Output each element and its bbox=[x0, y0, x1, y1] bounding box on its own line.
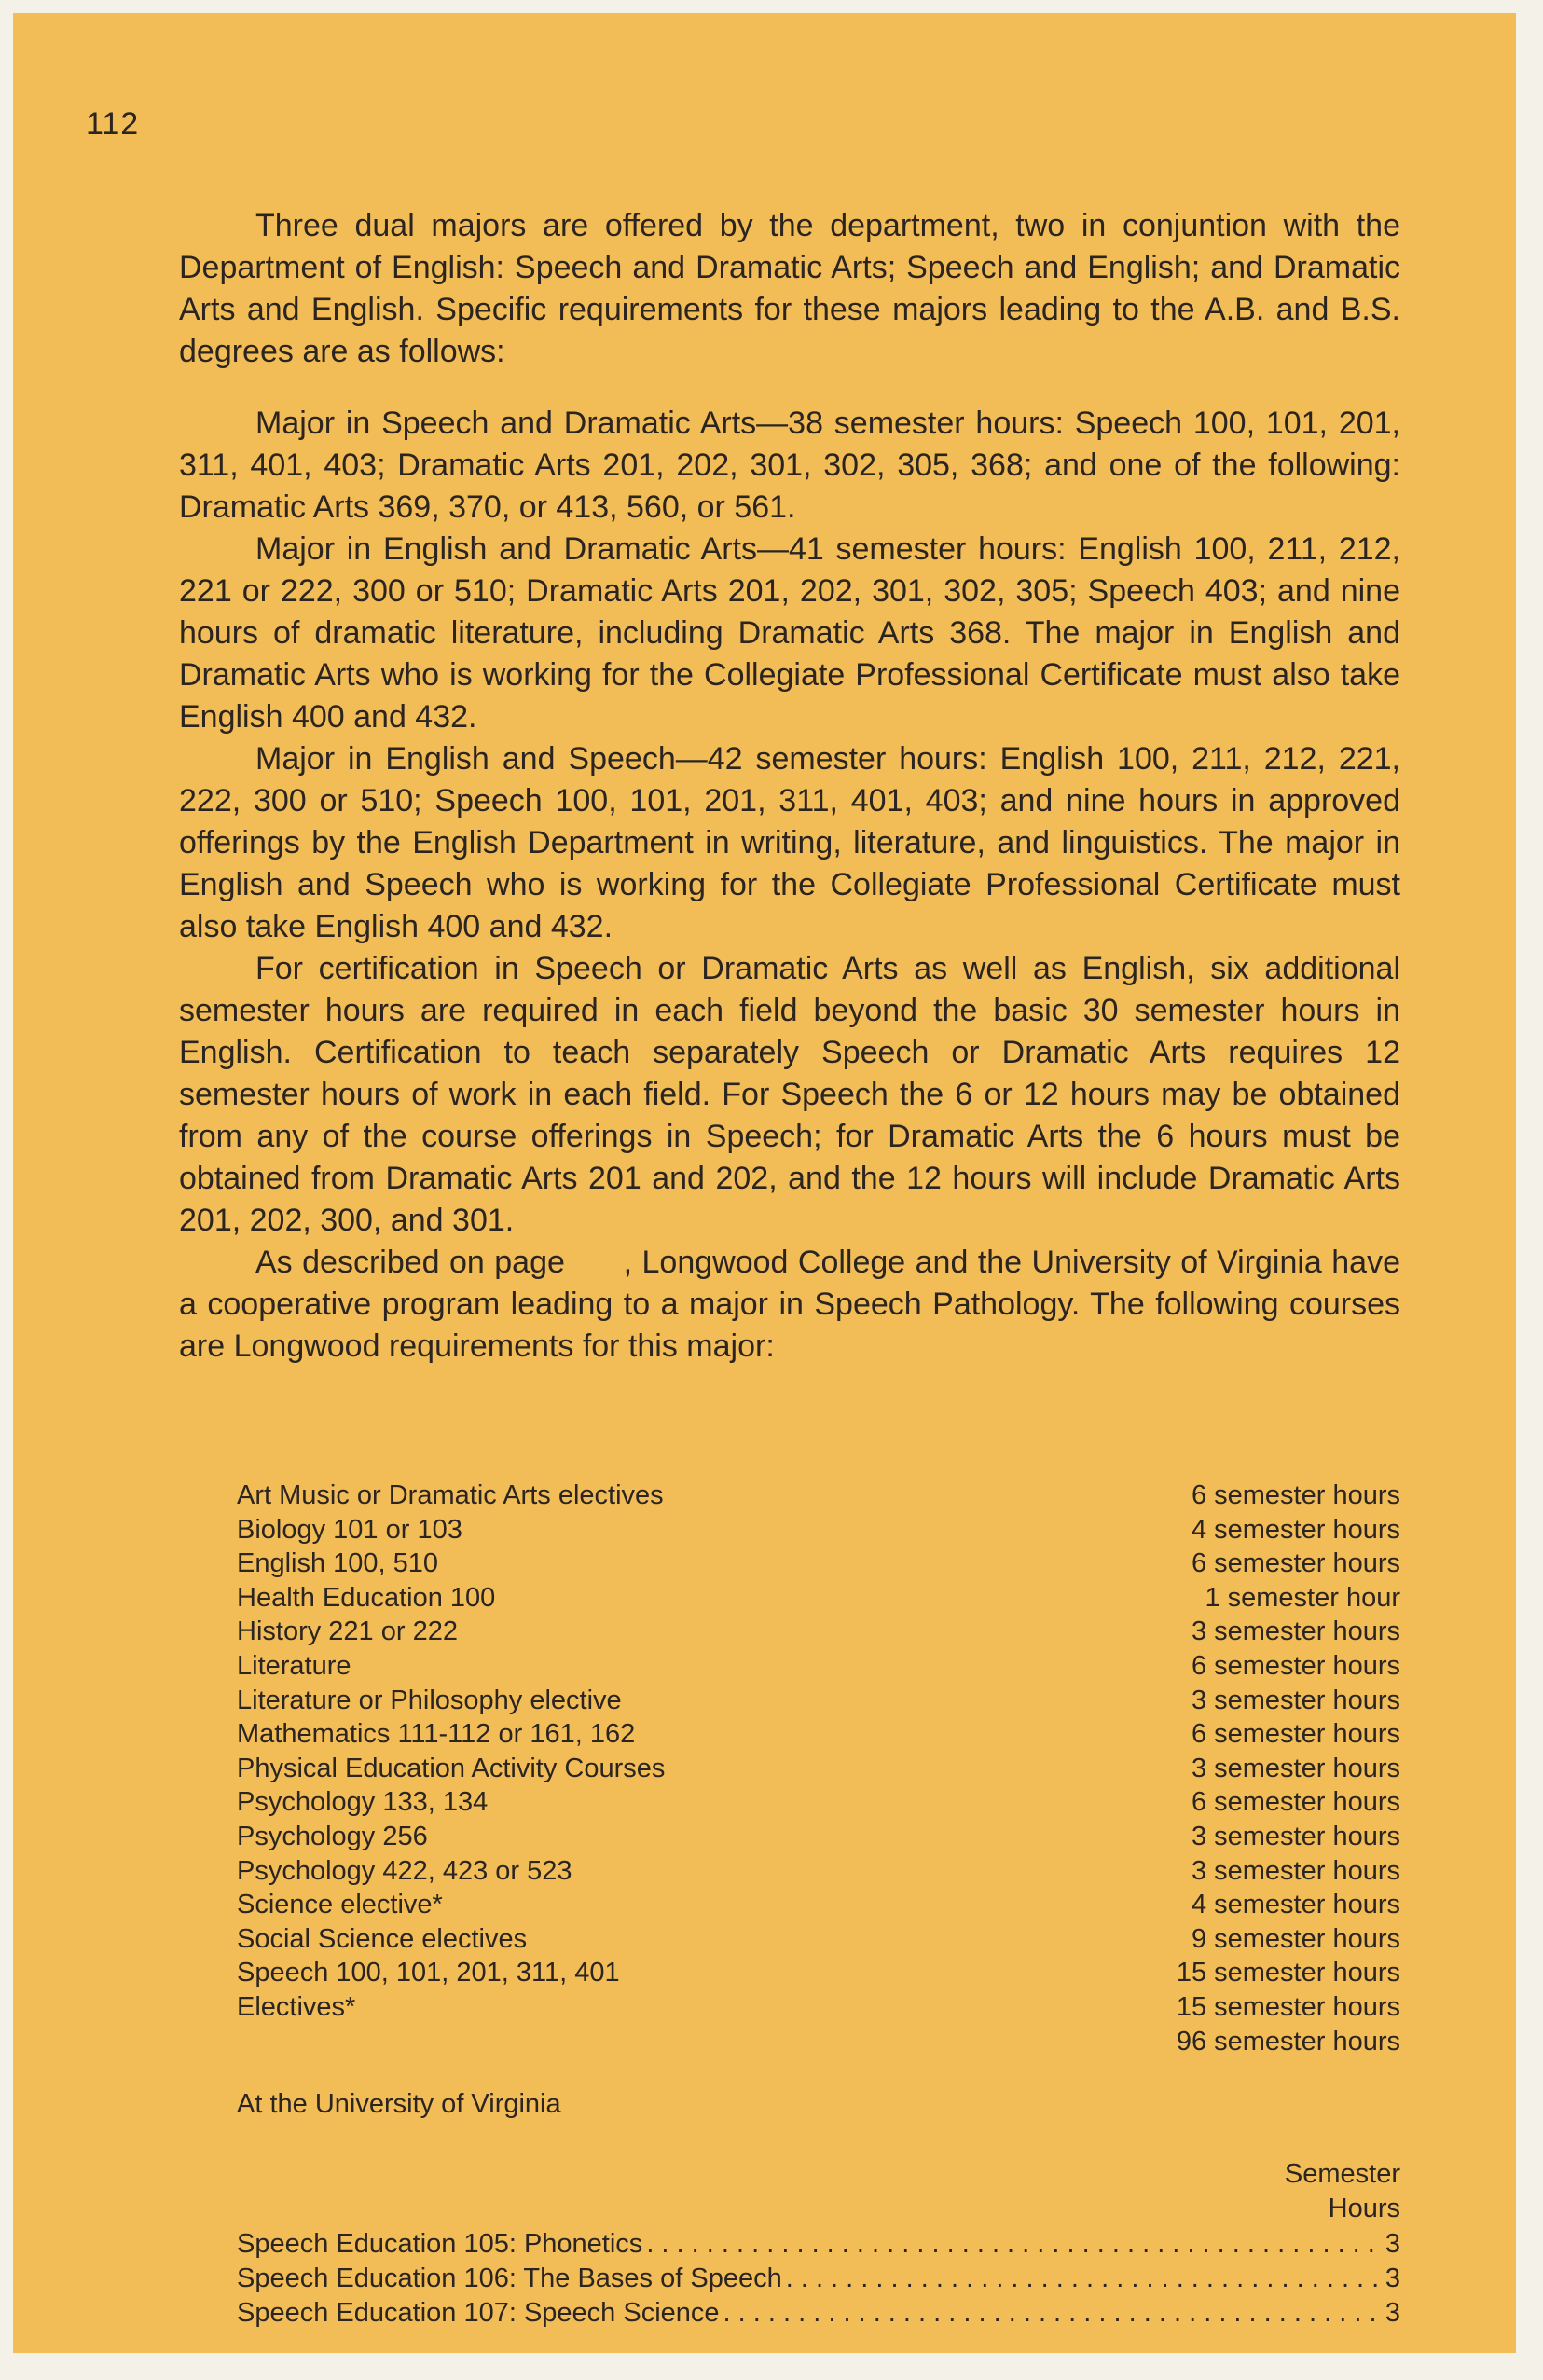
dot-leader bbox=[646, 2227, 1382, 2262]
table-row bbox=[237, 1547, 1400, 1581]
header-line-semester: Semester bbox=[1284, 2159, 1400, 2189]
course-name: Psychology 256 bbox=[237, 1821, 428, 1851]
list-item bbox=[237, 2262, 1400, 2296]
page-number: 112 bbox=[86, 106, 140, 142]
course-name: Biology 101 or 103 bbox=[237, 1514, 462, 1545]
course-name: Literature or Philosophy elective bbox=[237, 1685, 622, 1715]
course-hours: 15 semester hours bbox=[1176, 1991, 1400, 2022]
course-hours: 3 bbox=[1385, 2263, 1400, 2293]
course-name: Social Science electives bbox=[237, 1923, 528, 1954]
course-name: Art Music or Dramatic Arts electives bbox=[237, 1480, 664, 1510]
dot-leader bbox=[723, 2296, 1382, 2331]
course-name: Electives* bbox=[237, 1991, 356, 2022]
list-item bbox=[237, 2296, 1400, 2331]
table-row bbox=[237, 1752, 1400, 1786]
course-hours: 6 semester hours bbox=[1191, 1480, 1400, 1510]
table-row bbox=[237, 1479, 1400, 1513]
table-row bbox=[237, 1820, 1400, 1854]
course-hours: 9 semester hours bbox=[1191, 1923, 1400, 1954]
course-name: English 100, 510 bbox=[237, 1548, 439, 1579]
course-hours: 6 semester hours bbox=[1191, 1650, 1400, 1681]
table-row bbox=[237, 1581, 1400, 1616]
speech-dramatic-arts-paragraph: Major in Speech and Dramatic Arts—38 semester hours: Speech 100, 101, 201, 311, 401, 403; Dramatic Arts 201, 202, 301, 302, 305, 368; and one of the following: Dramatic Arts 369, 370, or 413, 560, or 561. bbox=[179, 406, 1400, 525]
course-hours: 15 semester hours bbox=[1176, 1958, 1400, 1988]
table-row bbox=[237, 1956, 1400, 1990]
course-hours: 1 semester hour bbox=[1205, 1582, 1400, 1613]
english-dramatic-arts-paragraph: Major in English and Dramatic Arts—41 semester hours: English 100, 211, 212, 221 or 222, 300 or 510; Dramatic Arts 201, 202, 301, 302, 305; Speech 403; and nine hours of dramatic literature, including Dramatic Arts 368. The major in English and Dramatic Arts who is working for the Collegiate Professional Certificate must also take English 400 and 432. bbox=[179, 531, 1400, 735]
course-hours: 3 semester hours bbox=[1191, 1753, 1400, 1783]
course-name: Psychology 133, 134 bbox=[237, 1787, 489, 1818]
english-speech-paragraph: Major in English and Speech—42 semester hours: English 100, 211, 212, 221, 222, 300 or 510; Speech 100, 101, 201, 311, 401, 403; and nine hours in approved offerings by the English Department in writing, literature, and linguistics. The major in English and Speech who is working for the Collegiate Professional Certificate must also take English 400 and 432. bbox=[179, 741, 1400, 944]
course-name: Physical Education Activity Courses bbox=[237, 1753, 666, 1783]
body-text bbox=[179, 205, 1410, 1368]
course-hours: 4 semester hours bbox=[1191, 1514, 1400, 1545]
course-name: Speech Education 106: The Bases of Speech bbox=[237, 2263, 782, 2293]
table-row bbox=[237, 1513, 1400, 1548]
table-row bbox=[237, 1922, 1400, 1957]
total-hours: 96 semester hours bbox=[1176, 2026, 1400, 2057]
course-hours: 3 semester hours bbox=[1191, 1821, 1400, 1851]
course-hours: 3 semester hours bbox=[1191, 1616, 1400, 1647]
course-name: Mathematics 111-112 or 161, 162 bbox=[237, 1719, 636, 1750]
table-row bbox=[237, 1785, 1400, 1820]
table-row bbox=[237, 1888, 1400, 1922]
table-row bbox=[237, 1684, 1400, 1718]
table-row bbox=[237, 1649, 1400, 1684]
course-hours: 6 semester hours bbox=[1191, 1548, 1400, 1579]
course-name: Health Education 100 bbox=[237, 1582, 496, 1613]
table-row bbox=[237, 1854, 1400, 1889]
course-name: History 221 or 222 bbox=[237, 1616, 458, 1647]
course-name: Speech Education 107: Speech Science bbox=[237, 2298, 720, 2328]
certification-paragraph: For certification in Speech or Dramatic Arts as well as English, six additional semester hours are required in each field beyond the basic 30 semester hours in English. Certification to teach separately Speech or Dramatic Arts requires 12 semester hours of work in each field. For Speech the 6 or 12 hours may be obtained from any of the course offerings in Speech; for Dramatic Arts the 6 hours must be obtained from Dramatic Arts 201 and 202, and the 12 hours will include Dramatic Arts 201, 202, 300, and 301. bbox=[179, 951, 1400, 1238]
longwood-requirements-table bbox=[237, 1479, 1400, 2058]
catalog-page bbox=[13, 13, 1516, 2353]
list-item bbox=[237, 2227, 1400, 2262]
uva-column-header bbox=[1132, 2157, 1400, 2226]
uva-course-list bbox=[237, 2227, 1400, 2331]
course-hours: 6 semester hours bbox=[1191, 1787, 1400, 1818]
header-line-hours: Hours bbox=[1328, 2194, 1400, 2223]
intro-paragraph: Three dual majors are offered by the department, two in conjuntion with the Department of English: Speech and Dramatic Arts; Speech and English; and Dramatic Arts and English. Specific requirements for these majors leading to the A.B. and B.S. degrees are as follows: bbox=[179, 208, 1400, 369]
table-row bbox=[237, 1615, 1400, 1649]
course-hours: 4 semester hours bbox=[1191, 1890, 1400, 1920]
course-name: Science elective* bbox=[237, 1890, 443, 1920]
course-name: Psychology 422, 423 or 523 bbox=[237, 1855, 572, 1886]
dot-leader bbox=[786, 2262, 1382, 2296]
table-row bbox=[237, 1717, 1400, 1752]
uva-section-title: At the University of Virginia bbox=[237, 2089, 561, 2119]
speech-pathology-paragraph: As described on page , Longwood College and the University of Virginia have a cooperative program leading to a major in Speech Pathology. The following courses are Longwood requirements for this major: bbox=[179, 1245, 1410, 1364]
course-hours: 3 semester hours bbox=[1191, 1855, 1400, 1886]
table-row bbox=[237, 1990, 1400, 2025]
course-name: Speech Education 105: Phonetics bbox=[237, 2229, 643, 2259]
course-hours: 3 semester hours bbox=[1191, 1685, 1400, 1715]
course-hours: 3 bbox=[1385, 2229, 1400, 2259]
course-hours: 6 semester hours bbox=[1191, 1719, 1400, 1750]
course-name: Literature bbox=[237, 1650, 351, 1681]
course-hours: 3 bbox=[1385, 2298, 1400, 2328]
course-name: Speech 100, 101, 201, 311, 401 bbox=[237, 1958, 620, 1988]
